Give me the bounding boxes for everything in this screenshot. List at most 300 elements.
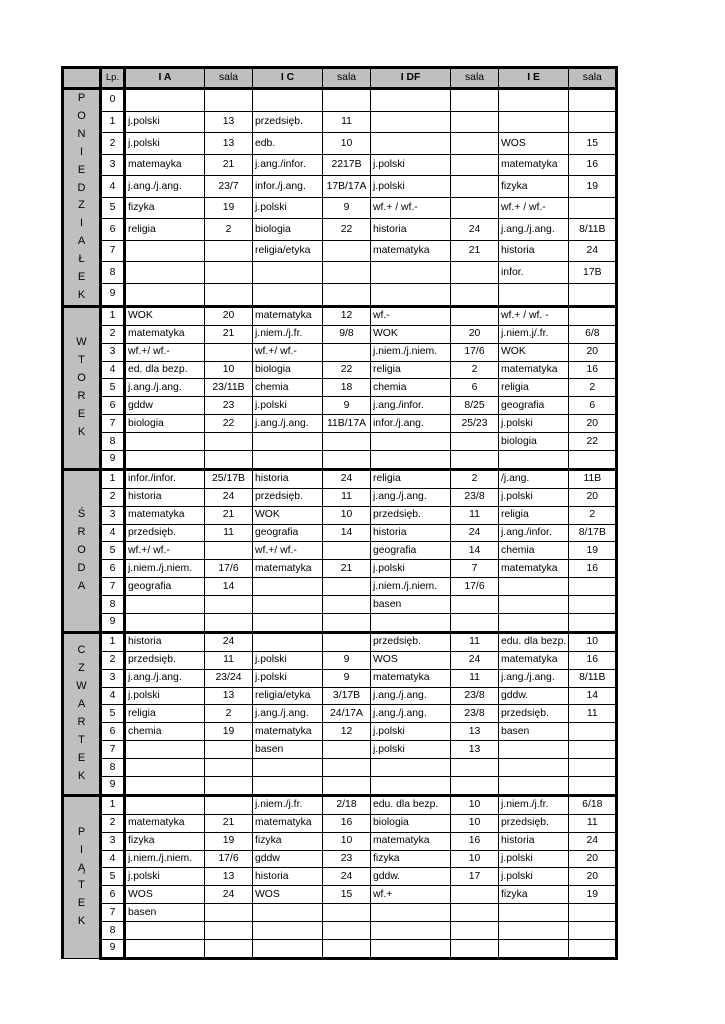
class-3-room: 25/23 xyxy=(451,415,499,433)
lesson-number: 3 xyxy=(101,669,125,687)
class-1-room xyxy=(205,451,253,470)
day-letter: W xyxy=(76,680,87,693)
day-letter: Z xyxy=(78,199,85,212)
table-row xyxy=(63,759,617,777)
class-2-room xyxy=(323,904,371,922)
class-3-room xyxy=(451,133,499,155)
class-2-room xyxy=(323,262,371,284)
class-2-subject: religia/etyka xyxy=(253,240,323,262)
class-3-subject: historia xyxy=(371,524,451,542)
class-3-subject: j.polski xyxy=(371,176,451,198)
class-3-room xyxy=(451,154,499,176)
table-row xyxy=(63,795,617,814)
class-3-room xyxy=(451,777,499,796)
class-4-subject xyxy=(499,596,569,614)
class-2-subject: biologia xyxy=(253,219,323,241)
class-2-room xyxy=(323,940,371,959)
class-1-room: 17/6 xyxy=(205,560,253,578)
class-1-room: 2 xyxy=(205,219,253,241)
class-4-room: 16 xyxy=(569,651,617,669)
table-row xyxy=(63,343,617,361)
header-room-1: sala xyxy=(205,68,253,89)
class-1-room: 11 xyxy=(205,524,253,542)
class-3-subject: j.ang./j.ang. xyxy=(371,705,451,723)
class-1-room: 23 xyxy=(205,397,253,415)
class-1-room xyxy=(205,904,253,922)
class-3-room xyxy=(451,262,499,284)
class-1-subject xyxy=(125,795,205,814)
class-2-room xyxy=(323,240,371,262)
class-2-room: 9 xyxy=(323,197,371,219)
class-3-subject xyxy=(371,111,451,133)
class-3-subject: WOK xyxy=(371,325,451,343)
class-4-subject: matematyka xyxy=(499,651,569,669)
class-3-subject xyxy=(371,133,451,155)
class-2-subject xyxy=(253,451,323,470)
lesson-number: 3 xyxy=(101,832,125,850)
class-3-room: 21 xyxy=(451,240,499,262)
class-3-room: 24 xyxy=(451,524,499,542)
table-row xyxy=(63,868,617,886)
class-2-subject: matematyka xyxy=(253,814,323,832)
class-1-room: 24 xyxy=(205,488,253,506)
class-4-room xyxy=(569,89,617,112)
class-2-room xyxy=(323,596,371,614)
class-3-subject xyxy=(371,922,451,940)
class-3-room: 8/25 xyxy=(451,397,499,415)
class-2-subject xyxy=(253,632,323,651)
class-4-subject: matematyka xyxy=(499,361,569,379)
class-4-room: 16 xyxy=(569,560,617,578)
class-2-subject xyxy=(253,759,323,777)
day-letter: I xyxy=(79,145,84,158)
class-3-room xyxy=(451,433,499,451)
class-1-subject: WOS xyxy=(125,886,205,904)
class-1-subject: matemayka xyxy=(125,154,205,176)
class-4-room: 19 xyxy=(569,176,617,198)
lesson-number: 1 xyxy=(101,306,125,325)
class-2-subject: j.polski xyxy=(253,397,323,415)
class-1-room: 19 xyxy=(205,197,253,219)
day-letter: D xyxy=(77,181,86,194)
class-1-room: 25/17B xyxy=(205,469,253,488)
class-3-room xyxy=(451,596,499,614)
lesson-number: 5 xyxy=(101,705,125,723)
class-1-room xyxy=(205,284,253,307)
class-2-subject xyxy=(253,262,323,284)
class-1-subject: WOK xyxy=(125,306,205,325)
class-4-subject: j.ang./j.ang. xyxy=(499,219,569,241)
day-letter: K xyxy=(77,915,86,928)
table-row xyxy=(63,940,617,959)
day-letter: E xyxy=(77,897,86,910)
class-2-subject: historia xyxy=(253,868,323,886)
class-4-room: 11B xyxy=(569,469,617,488)
class-2-subject: j.ang./infor. xyxy=(253,154,323,176)
day-letter: R xyxy=(77,389,86,402)
class-4-subject: religia xyxy=(499,506,569,524)
class-1-room xyxy=(205,89,253,112)
class-4-subject: historia xyxy=(499,240,569,262)
class-4-subject: edu. dla bezp. xyxy=(499,632,569,651)
class-3-subject: matematyka xyxy=(371,669,451,687)
class-1-subject: fizyka xyxy=(125,832,205,850)
table-row xyxy=(63,325,617,343)
class-4-room xyxy=(569,723,617,741)
class-3-room: 11 xyxy=(451,632,499,651)
class-1-subject xyxy=(125,940,205,959)
class-4-room: 8/11B xyxy=(569,669,617,687)
class-1-room: 17/6 xyxy=(205,850,253,868)
day-letter: R xyxy=(77,715,86,728)
class-4-room xyxy=(569,777,617,796)
class-4-subject: matematyka xyxy=(499,560,569,578)
class-1-subject xyxy=(125,922,205,940)
class-3-room: 17 xyxy=(451,868,499,886)
class-3-room: 17/6 xyxy=(451,578,499,596)
table-row xyxy=(63,614,617,633)
class-2-room: 9 xyxy=(323,669,371,687)
class-2-room: 9 xyxy=(323,651,371,669)
class-2-subject xyxy=(253,596,323,614)
day-letter: K xyxy=(77,425,86,438)
class-4-room: 10 xyxy=(569,632,617,651)
class-1-room: 21 xyxy=(205,154,253,176)
class-2-subject xyxy=(253,904,323,922)
class-4-subject: fizyka xyxy=(499,886,569,904)
lesson-number: 1 xyxy=(101,632,125,651)
class-4-room: 16 xyxy=(569,361,617,379)
lesson-number: 4 xyxy=(101,176,125,198)
class-4-subject: j.ang./infor. xyxy=(499,524,569,542)
lesson-number: 8 xyxy=(101,262,125,284)
class-2-room xyxy=(323,542,371,560)
table-row xyxy=(63,578,617,596)
class-1-subject: fizyka xyxy=(125,197,205,219)
class-4-room xyxy=(569,451,617,470)
class-3-room xyxy=(451,759,499,777)
class-1-subject: j.ang./j.ang. xyxy=(125,379,205,397)
class-3-room: 13 xyxy=(451,741,499,759)
class-4-subject xyxy=(499,89,569,112)
class-3-subject xyxy=(371,904,451,922)
table-row xyxy=(63,632,617,651)
class-3-subject: j.ang./infor. xyxy=(371,397,451,415)
lesson-number: 2 xyxy=(101,651,125,669)
class-4-subject: przedsięb. xyxy=(499,705,569,723)
class-2-room xyxy=(323,777,371,796)
class-3-subject xyxy=(371,262,451,284)
lesson-number: 6 xyxy=(101,886,125,904)
class-3-subject: religia xyxy=(371,469,451,488)
class-4-room: 24 xyxy=(569,832,617,850)
class-3-subject: j.polski xyxy=(371,741,451,759)
class-3-subject xyxy=(371,433,451,451)
class-3-subject: j.ang./j.ang. xyxy=(371,488,451,506)
class-3-room: 2 xyxy=(451,469,499,488)
class-4-room: 20 xyxy=(569,850,617,868)
class-1-room: 21 xyxy=(205,506,253,524)
class-1-room: 13 xyxy=(205,133,253,155)
class-1-room: 22 xyxy=(205,415,253,433)
table-row xyxy=(63,723,617,741)
class-3-room xyxy=(451,176,499,198)
class-3-room: 23/8 xyxy=(451,705,499,723)
class-3-subject: gddw. xyxy=(371,868,451,886)
lesson-number: 9 xyxy=(101,451,125,470)
class-3-room: 23/8 xyxy=(451,488,499,506)
class-2-subject: j.polski xyxy=(253,651,323,669)
day-letter: D xyxy=(77,561,86,574)
class-4-subject: gddw. xyxy=(499,687,569,705)
table-row xyxy=(63,687,617,705)
class-3-room: 14 xyxy=(451,542,499,560)
lesson-number: 2 xyxy=(101,133,125,155)
class-1-room xyxy=(205,542,253,560)
class-3-room: 6 xyxy=(451,379,499,397)
class-1-subject: ed. dla bezp. xyxy=(125,361,205,379)
class-4-room: 19 xyxy=(569,542,617,560)
table-row xyxy=(63,904,617,922)
class-1-room: 19 xyxy=(205,832,253,850)
class-4-subject: wf.+ / wf. - xyxy=(499,306,569,325)
class-2-subject: biologia xyxy=(253,361,323,379)
class-1-subject: j.polski xyxy=(125,111,205,133)
class-4-room: 8/17B xyxy=(569,524,617,542)
table-row xyxy=(63,506,617,524)
header-class-1: I A xyxy=(125,68,205,89)
class-2-room: 2217B xyxy=(323,154,371,176)
class-2-subject: j.niem./j.fr. xyxy=(253,325,323,343)
class-2-room xyxy=(323,741,371,759)
class-4-room xyxy=(569,596,617,614)
class-2-room: 10 xyxy=(323,832,371,850)
class-4-subject: matematyka xyxy=(499,154,569,176)
class-2-subject: matematyka xyxy=(253,723,323,741)
lesson-number: 6 xyxy=(101,723,125,741)
lesson-number: 7 xyxy=(101,415,125,433)
class-1-subject xyxy=(125,741,205,759)
class-1-room: 2 xyxy=(205,705,253,723)
class-3-subject xyxy=(371,940,451,959)
class-3-room: 16 xyxy=(451,832,499,850)
class-4-room: 11 xyxy=(569,705,617,723)
class-1-subject: wf.+/ wf.- xyxy=(125,542,205,560)
lesson-number: 7 xyxy=(101,578,125,596)
lesson-number: 3 xyxy=(101,343,125,361)
class-4-room xyxy=(569,614,617,633)
class-1-room: 24 xyxy=(205,886,253,904)
day-letter: I xyxy=(79,843,84,856)
class-1-subject: j.polski xyxy=(125,687,205,705)
class-4-subject xyxy=(499,451,569,470)
day-letter: A xyxy=(77,235,86,248)
class-3-subject: matematyka xyxy=(371,832,451,850)
class-4-subject: fizyka xyxy=(499,176,569,198)
class-1-room xyxy=(205,596,253,614)
class-2-room: 24 xyxy=(323,868,371,886)
class-4-subject xyxy=(499,759,569,777)
class-3-subject: basen xyxy=(371,596,451,614)
class-4-subject xyxy=(499,904,569,922)
class-2-subject: przedsięb. xyxy=(253,488,323,506)
class-3-subject: chemia xyxy=(371,379,451,397)
table-row xyxy=(63,886,617,904)
class-3-subject: edu. dla bezp. xyxy=(371,795,451,814)
class-3-room: 10 xyxy=(451,850,499,868)
class-3-subject: WOS xyxy=(371,651,451,669)
lesson-number: 4 xyxy=(101,524,125,542)
class-3-subject xyxy=(371,777,451,796)
class-3-subject xyxy=(371,759,451,777)
class-1-room: 23/11B xyxy=(205,379,253,397)
table-row xyxy=(63,524,617,542)
class-3-subject: j.polski xyxy=(371,723,451,741)
class-4-subject: basen xyxy=(499,723,569,741)
class-3-subject: infor./j.ang. xyxy=(371,415,451,433)
class-1-room xyxy=(205,262,253,284)
class-4-room xyxy=(569,940,617,959)
class-1-room: 14 xyxy=(205,578,253,596)
class-1-room: 13 xyxy=(205,111,253,133)
class-4-subject xyxy=(499,777,569,796)
class-4-room: 20 xyxy=(569,488,617,506)
header-class-4: I E xyxy=(499,68,569,89)
class-3-subject: j.niem./j.niem. xyxy=(371,343,451,361)
class-3-subject: wf.+ / wf.- xyxy=(371,197,451,219)
class-3-subject xyxy=(371,284,451,307)
class-1-subject xyxy=(125,433,205,451)
class-1-subject: religia xyxy=(125,705,205,723)
class-1-room: 21 xyxy=(205,814,253,832)
class-2-subject: gddw xyxy=(253,850,323,868)
class-1-subject: matematyka xyxy=(125,814,205,832)
class-3-subject: j.polski xyxy=(371,154,451,176)
lesson-number: 1 xyxy=(101,111,125,133)
lesson-number: 8 xyxy=(101,922,125,940)
table-row xyxy=(63,306,617,325)
lesson-number: 1 xyxy=(101,469,125,488)
table-row xyxy=(63,361,617,379)
class-3-room: 11 xyxy=(451,669,499,687)
class-1-subject xyxy=(125,759,205,777)
class-2-room: 11B/17A xyxy=(323,415,371,433)
class-2-room xyxy=(323,614,371,633)
class-2-subject: WOS xyxy=(253,886,323,904)
lesson-number: 4 xyxy=(101,361,125,379)
class-4-room: 20 xyxy=(569,868,617,886)
table-row xyxy=(63,240,617,262)
day-letter: T xyxy=(78,733,85,746)
class-3-room: 23/8 xyxy=(451,687,499,705)
table-row xyxy=(63,741,617,759)
class-2-subject: j.ang./j.ang. xyxy=(253,415,323,433)
class-2-room: 3/17B xyxy=(323,687,371,705)
class-2-subject: religia/etyka xyxy=(253,687,323,705)
class-3-room: 24 xyxy=(451,219,499,241)
class-4-subject: j.niem.j/.fr. xyxy=(499,325,569,343)
lesson-number: 9 xyxy=(101,614,125,633)
class-2-subject xyxy=(253,89,323,112)
class-2-room: 21 xyxy=(323,560,371,578)
class-4-room: 16 xyxy=(569,154,617,176)
class-4-subject xyxy=(499,284,569,307)
class-2-room: 10 xyxy=(323,506,371,524)
class-2-room: 11 xyxy=(323,111,371,133)
class-1-room: 23/24 xyxy=(205,669,253,687)
class-3-room xyxy=(451,197,499,219)
class-2-room: 16 xyxy=(323,814,371,832)
class-4-subject: j.polski xyxy=(499,868,569,886)
table-row xyxy=(63,133,617,155)
day-letter: Ł xyxy=(78,253,85,266)
table-row xyxy=(63,176,617,198)
class-2-room xyxy=(323,759,371,777)
class-3-room: 24 xyxy=(451,651,499,669)
class-4-subject: infor. xyxy=(499,262,569,284)
day-letter: O xyxy=(77,371,86,384)
class-2-room: 12 xyxy=(323,723,371,741)
class-2-room: 14 xyxy=(323,524,371,542)
day-letter: O xyxy=(77,543,86,556)
class-4-room: 8/11B xyxy=(569,219,617,241)
day-letter: A xyxy=(77,579,86,592)
class-1-subject xyxy=(125,240,205,262)
class-2-subject: WOK xyxy=(253,506,323,524)
class-4-room xyxy=(569,904,617,922)
class-4-room: 6/8 xyxy=(569,325,617,343)
class-1-subject xyxy=(125,614,205,633)
class-2-subject: matematyka xyxy=(253,560,323,578)
table-row xyxy=(63,451,617,470)
class-2-subject: j.polski xyxy=(253,669,323,687)
class-1-room xyxy=(205,795,253,814)
class-2-room xyxy=(323,433,371,451)
class-4-room xyxy=(569,759,617,777)
class-1-subject: historia xyxy=(125,632,205,651)
table-row xyxy=(63,111,617,133)
class-1-room: 13 xyxy=(205,868,253,886)
day-letter: E xyxy=(77,407,86,420)
lesson-number: 3 xyxy=(101,506,125,524)
class-1-subject xyxy=(125,777,205,796)
lesson-number: 5 xyxy=(101,868,125,886)
class-2-room: 24/17A xyxy=(323,705,371,723)
class-3-room xyxy=(451,886,499,904)
day-letter: K xyxy=(77,769,86,782)
class-3-room xyxy=(451,111,499,133)
class-1-subject: religia xyxy=(125,219,205,241)
lesson-number: 4 xyxy=(101,687,125,705)
class-3-room: 11 xyxy=(451,506,499,524)
class-1-room: 23/7 xyxy=(205,176,253,198)
class-3-subject: religia xyxy=(371,361,451,379)
class-1-subject: przedsięb. xyxy=(125,524,205,542)
class-1-room xyxy=(205,741,253,759)
table-row xyxy=(63,542,617,560)
class-2-room: 22 xyxy=(323,219,371,241)
class-1-room: 21 xyxy=(205,325,253,343)
class-3-room: 7 xyxy=(451,560,499,578)
day-letter: E xyxy=(77,751,86,764)
class-4-room xyxy=(569,578,617,596)
table-row xyxy=(63,488,617,506)
class-1-subject xyxy=(125,89,205,112)
day-letter: I xyxy=(79,217,84,230)
class-3-subject: biologia xyxy=(371,814,451,832)
class-4-room xyxy=(569,306,617,325)
class-1-room: 10 xyxy=(205,361,253,379)
